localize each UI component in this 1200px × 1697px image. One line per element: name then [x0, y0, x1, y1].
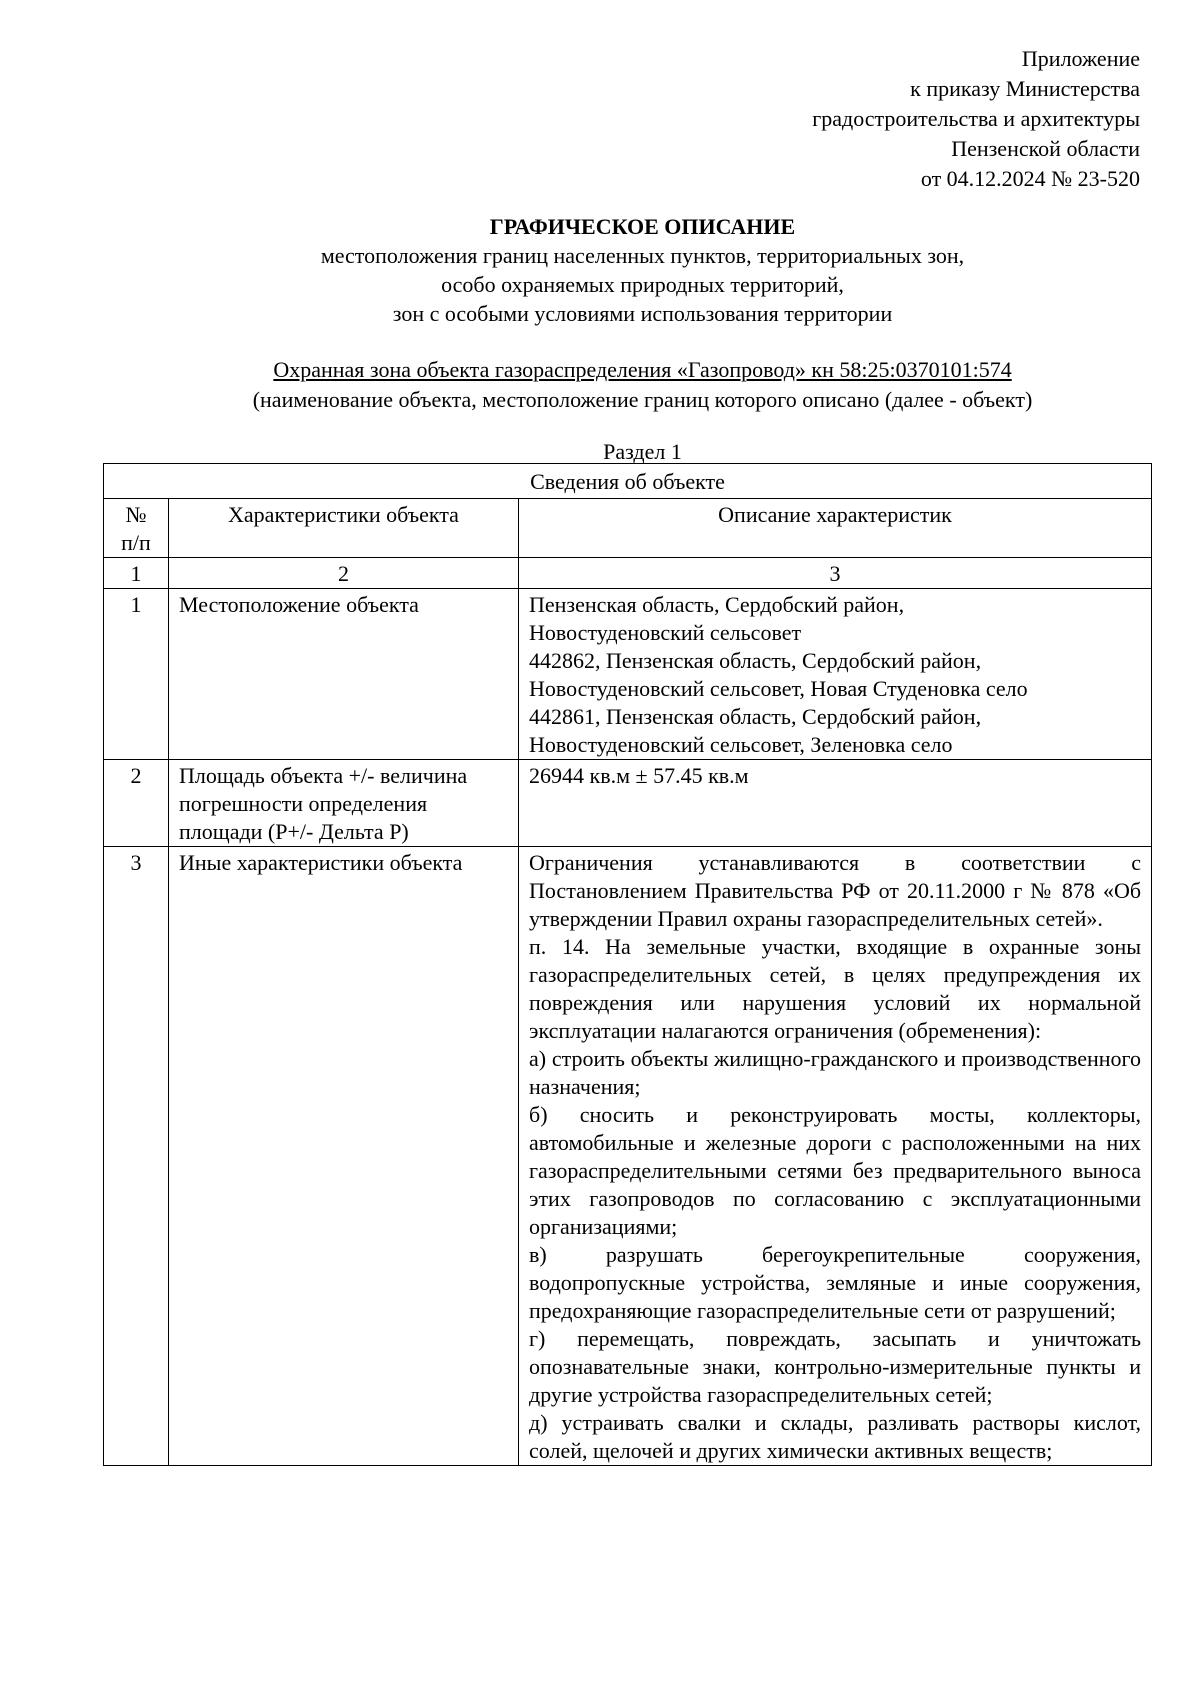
document-subtitle-line: особо охраняемых природных территорий,	[441, 272, 844, 297]
row-index: 2	[104, 760, 169, 847]
object-name-block	[100, 355, 1185, 415]
row-characteristic: Площадь объекта +/- величина погрешности определения площади (P+/- Дельта P)	[169, 760, 519, 847]
appendix-date-number: от 04.12.2024 № 23-520	[920, 166, 1140, 191]
table-row	[104, 760, 1152, 847]
restriction-paragraph: в) разрушать берегоукрепительные сооружения, водопропускные устройства, земляные и иные сооружения, предохраняющие газораспределительные сети от разрушений;	[529, 1242, 1142, 1323]
section-label: Раздел 1	[603, 439, 682, 464]
object-name-caption: (наименование объекта, местоположение границ которого описано (далее - объект)	[252, 387, 1033, 412]
column-header-characteristic: Характеристики объекта	[169, 499, 519, 558]
row-characteristic: Местоположение объекта	[169, 589, 519, 760]
table-row	[104, 847, 1152, 1466]
column-number: 1	[104, 558, 169, 589]
document-subtitle-line: местоположения границ населенных пунктов, территориальных зон,	[320, 243, 965, 268]
appendix-line: градостроительства и архитектуры	[812, 106, 1140, 131]
document-title: ГРАФИЧЕСКОЕ ОПИСАНИЕ	[489, 214, 796, 239]
restriction-paragraph: а) строить объекты жилищно-гражданского и производственного назначения;	[529, 1046, 1142, 1099]
document-title-block	[100, 212, 1185, 328]
table-caption: Сведения об объекте	[104, 464, 1152, 499]
location-line: 442862, Пензенская область, Сердобский район,	[529, 648, 982, 673]
object-name: Охранная зона объекта газораспределения «Газопровод» кн 58:25:0370101:574	[273, 357, 1012, 382]
location-line: Пензенская область, Сердобский район,	[529, 592, 905, 617]
table-header-row	[104, 499, 1152, 558]
column-number: 2	[169, 558, 519, 589]
object-info-table	[103, 463, 1152, 1466]
document-subtitle-line: зон с особыми условиями использования территории	[392, 301, 893, 326]
row-index: 1	[104, 589, 169, 760]
column-header-description: Описание характеристик	[519, 499, 1152, 558]
location-line: 442861, Пензенская область, Сердобский район,	[529, 704, 982, 729]
row-description	[519, 847, 1152, 1466]
location-line: Новостуденовский сельсовет, Зеленовка село	[529, 732, 953, 757]
row-index: 3	[104, 847, 169, 1466]
appendix-line: Приложение	[1021, 46, 1140, 71]
restriction-paragraph: д) устраивать свалки и склады, разливать растворы кислот, солей, щелочей и других химически активных веществ;	[529, 1410, 1142, 1463]
row-characteristic: Иные характеристики объекта	[169, 847, 519, 1466]
column-header-number: № п/п	[104, 499, 169, 558]
location-line: Новостуденовский сельсовет, Новая Студеновка село	[529, 676, 1028, 701]
table-row	[104, 589, 1152, 760]
restriction-paragraph: б) сносить и реконструировать мосты, коллекторы, автомобильные и железные дороги с расположенными на них газораспределительными сетями без предварительного выноса этих газопроводов по согласованию с эксплуатационными организациями;	[529, 1102, 1142, 1239]
restriction-paragraph: п. 14. На земельные участки, входящие в охранные зоны газораспределительных сетей, в целях предупреждения их повреждения или нарушения условий их нормальной эксплуатации налагаются ограничения (обременения):	[529, 934, 1142, 1043]
location-line: Новостуденовский сельсовет	[529, 620, 802, 645]
table-caption-row	[104, 464, 1152, 499]
row-description: 26944 кв.м ± 57.45 кв.м	[519, 760, 1152, 847]
row-description	[519, 589, 1152, 760]
column-number-row	[104, 558, 1152, 589]
appendix-header	[540, 44, 1140, 194]
appendix-line: Пензенской области	[951, 136, 1140, 161]
restriction-paragraph: Ограничения устанавливаются в соответствии с Постановлением Правительства РФ от 20.11.2000 г № 878 «Об утверждении Правил охраны газораспределительных сетей».	[529, 850, 1142, 931]
restriction-paragraph: г) перемещать, повреждать, засыпать и уничтожать опознавательные знаки, контрольно-измерительные пункты и другие устройства газораспределительных сетей;	[529, 1326, 1142, 1407]
appendix-line: к приказу Министерства	[910, 76, 1140, 101]
column-number: 3	[519, 558, 1152, 589]
